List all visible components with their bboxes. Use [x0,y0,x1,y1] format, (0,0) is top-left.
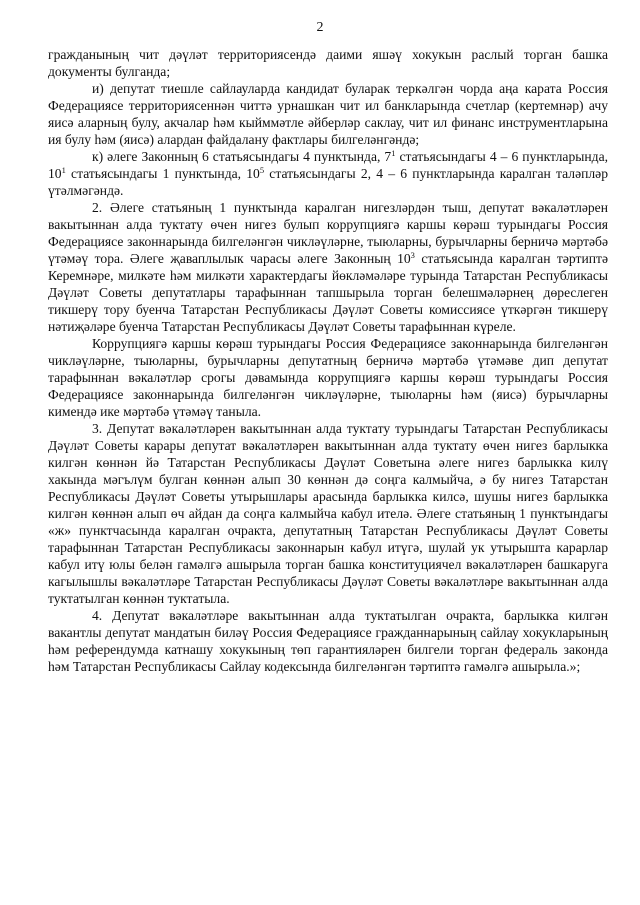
paragraph-3-text-c: статьясындагы 1 пунктында, 10 [65,166,260,181]
paragraph-5: Коррупциягә каршы көрәш турындагы Россия Федерациясе законнарында билгеләнгән чикләүләрне, тыюларны, бурычларны депутатның берничә мәртәбә үтәмәве дип депутат тарафыннан вәкаләтләр срогы дәвамында коррупциягә каршы көрәш турындагы Россия Федерациясе законнарында билгеләнгән чикләүләрне, тыюларны һәм (яисә) бурычларны кимендә ике мәртәбә үтәмәү таныла. [48,336,608,419]
page-number: 2 [316,20,324,35]
paragraph-4 [48,199,608,335]
superscript: 5 [259,165,265,175]
paragraph-7: 4. Депутат вәкаләтләре вакытыннан алда туктатылган очракта, барлыкка килгән вакантлы депутат мандатын биләү Россия Федерациясе гражданнарының сайлау хокукларының һәм референдумда катнашу хокукының төп гарантияләрен билгели торган федераль законда һәм Татарстан Республикасы Сайлау кодексында билгеләнгән тәртиптә гамәлгә ашырыла.»; [48,608,608,674]
paragraph-4-text-a: 2. Әлеге статьяның 1 пунктында каралган нигезләрдән тыш, депутат вәкаләтләрен вакытыннан алда туктату өчен нигез булып коррупциягә каршы көрәш турындагы Россия Федерациясе законнарында билгеләнгән чикләүләрне, тыюларны, бурычларны берничә мәртәбә үтәмәү тора. Әлеге җаваплылык чарасы әлеге Законның 10 [48,200,608,266]
paragraph-6: 3. Депутат вәкаләтләрен вакытыннан алда туктату турындагы Татарстан Республикасы Дәүләт Советы карары депутат вәкаләтләрен вакытыннан алда туктату өчен нигез барлыкка килгән көннән йә Татарстан Республикасы Дәүләт Советына әлеге нигез барлыкка килү хакында мәгълүм булган көннән алып 30 көннән дә соңга калмыйча, ә бу нигез Татарстан Республикасы Дәүләт Советы утырышлары арасында барлыкка килсә, шушы нигез барлыкка килгән көннән алып өч айдан да соңга калмыйча кабул ителә. Әлеге статьяның 1 пунктындагы «ж» пунктчасында каралган очракта, депутатның Татарстан Республикасы Дәүләт Советы тарафыннан Татарстан Республикасы законнарын кабул итүгә, шулай ук утырышта карарлар кабул итү юлы белән гамәлгә ашырыла торган башка конституциячел вәкаләтләрен башкаруга кагылышлы вәкаләтләре Татарстан Республикасы Дәүләт Советы вәкаләтләре вакытыннан алда туктатылган көннән туктатыла. [48,421,608,606]
superscript: 3 [410,250,415,260]
document-body [48,46,608,675]
paragraph-2: и) депутат тиешле сайлауларда кандидат буларак теркәлгән чорда аңа карата Россия Федерациясе территориясеннән читтә урнашкан чит ил банкларында счетлар (кертемнәр) ачу яисә аларның булу, акчалар һәм кыйммәтле әйберләр саклау, чит ил финанс инструментларына ия булу һәм (яисә) алардан файдалану фактлары билгеләнгәндә; [48,81,608,147]
superscript: 1 [391,148,396,158]
paragraph-3 [48,148,608,199]
superscript: 1 [61,165,66,175]
paragraph-4-text-b: статьясында каралган тәртиптә Керемнәре, милкәте һәм милкәти характердагы йөкләмәләре турында Татарстан Республикасы Дәүләт Советы депутатлары тарафыннан тапшырыла торган белешмәләрнең дөреслеген тикшерү тору буенча Татарстан Республикасы Дәүләт Советы комиссиясе үткәргән тикшерү нәтиҗәләре буенча Татарстан Республикасы Дәүләт Советы тарафыннан күреле. [48,251,608,334]
paragraph-1: гражданының чит дәүләт территориясендә даими яшәү хокукын раслый торган башка документы булганда; [48,47,608,79]
paragraph-3-text-a: к) әлеге Законның 6 статьясындагы 4 пунктында, 7 [92,149,392,164]
paragraph-3-text-d: статьясындагы 2, 4 – 6 пунктларында каралган таләпләр үтәлмәгәндә. [48,166,608,198]
paragraph-3-text-b: статьясындагы 4 – 6 пунктларында, 10 [48,149,608,181]
